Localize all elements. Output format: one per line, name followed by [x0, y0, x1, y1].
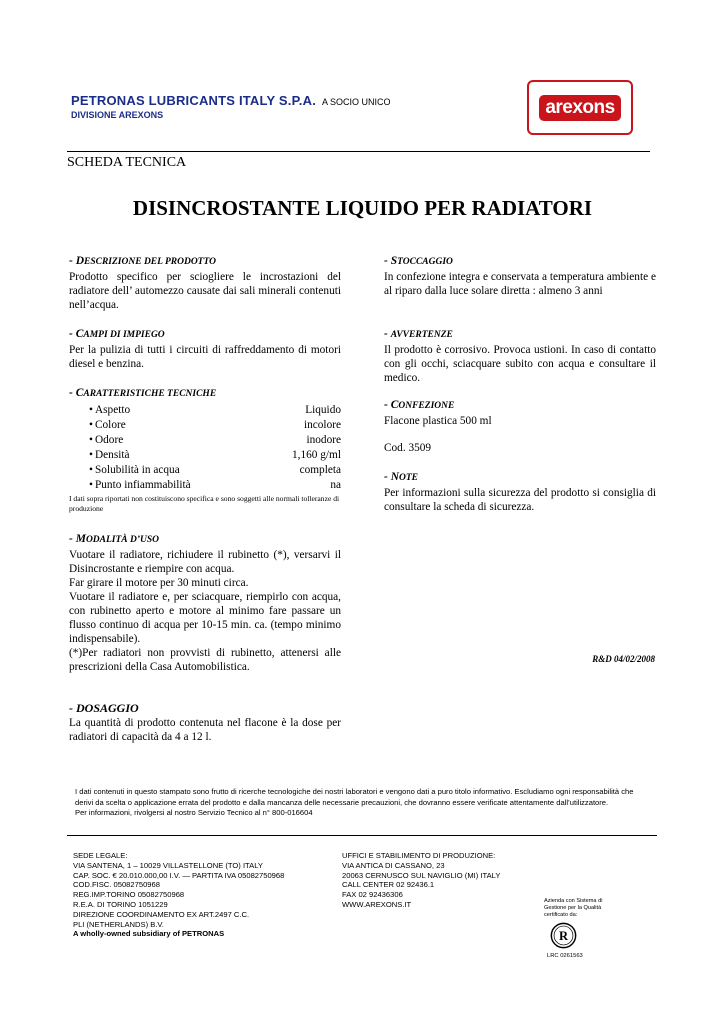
section-descrizione — [69, 254, 341, 312]
doc-type: SCHEDA TECNICA — [67, 155, 187, 170]
text-stoccaggio: In confezione integra e conservata a temperatura ambiente e al riparo dalla luce solare diretta : almeno 3 anni — [384, 271, 656, 297]
division-name: DIVISIONE AREXONS — [71, 110, 164, 120]
heading-caratteristiche: - CARATTERISTICHE TECNICHE — [69, 387, 217, 399]
section-avvertenze — [384, 327, 656, 385]
socio-unico: A SOCIO UNICO — [322, 97, 391, 107]
list-item: • Solubilità in acqua completa — [69, 463, 341, 478]
footer-plant-line: UFFICI E STABILIMENTO DI PRODUZIONE: — [342, 851, 496, 860]
text-modalita-1: Vuotare il radiatore, richiudere il rubinetto (*), versarvi il Disincrostante e riempire con acqua. — [69, 549, 341, 575]
footer-plant-line: CALL CENTER 02 92436.1 — [342, 880, 435, 890]
company-name-text: PETRONAS LUBRICANTS ITALY S.P.A. — [71, 93, 317, 108]
list-item: • Odore inodore — [69, 433, 341, 448]
website-link[interactable]: WWW.AREXONS.IT — [342, 899, 412, 909]
bullet-icon: • — [89, 419, 93, 431]
product-code: Cod. 3509 — [384, 442, 432, 454]
company-name — [71, 93, 391, 108]
footer-plant-line: VIA ANTICA DI CASSANO, 23 — [342, 860, 445, 870]
disclaimer-line-3: Per informazioni, rivolgersi al nostro Servizio Tecnico al n° 800-016604 — [75, 808, 313, 817]
revision-date: R&D 04/02/2008 — [592, 654, 655, 664]
bullet-icon: • — [89, 449, 93, 461]
bullet-icon: • — [89, 479, 93, 491]
section-modalita — [69, 532, 341, 674]
heading-avvertenze: - AVVERTENZE — [384, 328, 453, 340]
heading-modalita: - MODALITÀ D’USO — [69, 533, 160, 545]
props-note: I dati sopra riportati non costituiscono specifica e sono soggetti alle normali tolleranze di produzione — [69, 494, 340, 513]
heading-dosaggio: - DOSAGGIO — [69, 701, 139, 715]
section-stoccaggio — [384, 254, 656, 298]
footer-plant-line: 20063 CERNUSCO SUL NAVIGLIO (MI) ITALY — [342, 870, 501, 880]
footer-legal-line: CAP. SOC. € 20.010.000,00 I.V. — PARTITA IVA 05082750968 — [73, 870, 285, 880]
footer-plant-line: FAX 02 92436306 — [342, 890, 403, 900]
page-title: DISINCROSTANTE LIQUIDO PER RADIATORI — [132, 196, 593, 220]
section-dosaggio — [69, 701, 341, 744]
list-item: • Punto infiammabilità na — [69, 478, 341, 493]
subsidiary-line: A wholly-owned subsidiary of PETRONAS — [73, 929, 225, 939]
list-item: • Colore incolore — [69, 418, 341, 433]
heading-confezione: - CONFEZIONE — [384, 399, 455, 411]
text-dosaggio: La quantità di prodotto contenuta nel flacone è la dose per radiatori di capacità da 4 a 12 l. — [69, 717, 341, 743]
footer-legal-line: PLI (NETHERLANDS) B.V. — [73, 919, 164, 929]
text-modalita-4: (*)Per radiatori non provvisti di rubinetto, attenersi alle prescrizioni della Casa Automobilistica. — [69, 647, 341, 673]
logo-text: arexons — [539, 95, 620, 121]
text-campi: Per la pulizia di tutti i circuiti di raffreddamento di motori diesel e benzina. — [69, 344, 341, 370]
bullet-icon: • — [89, 464, 93, 476]
section-note — [384, 470, 656, 514]
heading-stoccaggio: - STOCCAGGIO — [384, 255, 453, 267]
footer-legal-line: SEDE LEGALE: — [73, 851, 128, 860]
footer-legal-line: R.E.A. DI TORINO 1051229 — [73, 899, 168, 909]
section-confezione — [384, 398, 656, 455]
text-modalita-2: Far girare il motore per 30 minuti circa. — [69, 577, 249, 589]
text-avvertenze: Il prodotto è corrosivo. Provoca ustioni. In caso di contatto con gli occhi, sciacquare subito con acqua e consultare il medico. — [384, 344, 656, 384]
heading-note: - NOTE — [384, 471, 419, 483]
disclaimer — [75, 787, 660, 819]
list-item: • Aspetto Liquido — [69, 403, 341, 418]
footer-legal-line: COD.FISC. 05082750968 — [73, 880, 160, 890]
text-confezione: Flacone plastica 500 ml — [384, 415, 492, 427]
certification-code: LRC 0261563 — [547, 953, 583, 959]
footer-legal-line: DIREZIONE COORDINAMENTO EX ART.2497 C.C. — [73, 909, 250, 919]
bullet-icon: • — [89, 434, 93, 446]
footer-plant — [342, 851, 542, 910]
heading-campi: - CAMPI DI IMPIEGO — [69, 328, 165, 340]
arexons-logo — [527, 80, 633, 135]
section-caratteristiche — [69, 386, 341, 514]
certification-seal-icon — [550, 922, 577, 949]
disclaimer-line-2: derivi da scelta o applicazione errata del prodotto e dalla mancanza delle necessarie precauzioni, che dovranno essere verificate attentamente dall’utilizzatore. — [75, 797, 609, 807]
text-descrizione: Prodotto specifico per sciogliere le incrostazioni del radiatore dell’ automezzo causate dai sali minerali contenuti nell’acqua. — [69, 271, 341, 311]
footer-legal — [73, 851, 333, 939]
footer-legal-line: REG.IMP.TORINO 05082750968 — [73, 890, 185, 900]
list-item: • Densità 1,160 g/ml — [69, 448, 341, 463]
svg-text:R: R — [558, 929, 569, 943]
header-divider — [67, 151, 650, 152]
heading-descrizione: - DESCRIZIONE DEL PRODOTTO — [69, 255, 216, 267]
footer-legal-line: VIA SANTENA, 1 – 10029 VILLASTELLONE (TO) ITALY — [73, 860, 263, 870]
footer-divider — [67, 835, 657, 836]
text-modalita-3: Vuotare il radiatore e, per sciacquare, riempirlo con acqua, con rubinetto aperto e motore al minimo fare passare un flusso continuo di acqua per 10-15 min. ca. (tempo minimo indispensabile). — [69, 591, 341, 645]
certification-text: Azienda con Sistema di Gestione per la Qualità certificato da: — [544, 898, 603, 918]
section-campi — [69, 327, 341, 371]
bullet-icon: • — [89, 404, 93, 416]
props-list — [69, 403, 341, 493]
disclaimer-line-1: I dati contenuti in questo stampato sono frutto di ricerche tecnologiche dei nostri laboratori e vengono dati a puro titolo informativo. Escludiamo ogni responsabilità che — [75, 787, 634, 796]
text-note: Per informazioni sulla sicurezza del prodotto si consiglia di consultare la scheda di sicurezza. — [384, 487, 656, 513]
